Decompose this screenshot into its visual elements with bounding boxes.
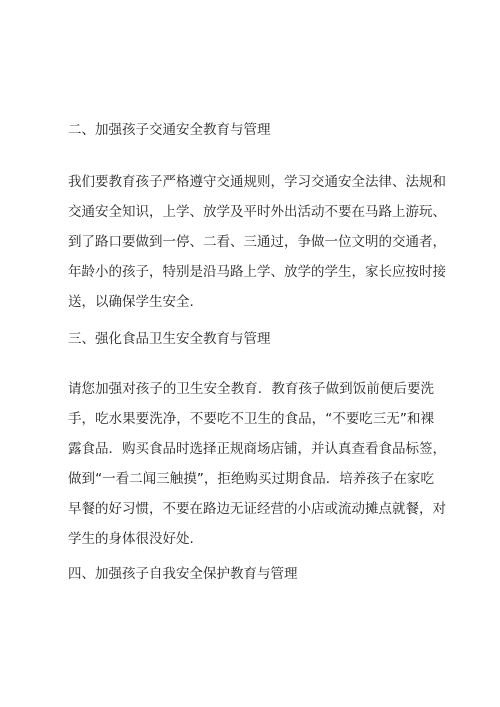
- paragraph-line: 学生的身体很没好处.: [68, 531, 194, 547]
- section-body-traffic: [68, 167, 446, 317]
- paragraph-line: 到了路口要做到一停、二看、三通过，争做一位文明的交通者，: [68, 234, 446, 250]
- paragraph-line: 做到“一看二闻三触摸”，拒绝购买过期食品．培养孩子在家吃: [68, 471, 434, 487]
- paragraph-line: 早餐的好习惯，不要在路边无证经营的小店或流动摊点就餐，对: [68, 501, 446, 517]
- section-heading-self-protection: 四、加强孩子自我安全保护教育与管理: [68, 566, 298, 582]
- paragraph-line: 送，以确保学生安全.: [68, 294, 194, 310]
- paragraph-line: 请您加强对孩子的卫生安全教育．教育孩子做到饭前便后要洗: [68, 381, 434, 397]
- paragraph-line: 年龄小的孩子，特别是沿马路上学、放学的学生，家长应按时接: [68, 264, 446, 280]
- paragraph-line: 我们要教育孩子严格遵守交通规则，学习交通安全法律、法规和: [68, 174, 446, 190]
- paragraph-line: 交通安全知识，上学、放学及平时外出活动不要在马路上游玩、: [68, 204, 446, 220]
- section-heading-food: 三、强化食品卫生安全教育与管理: [68, 331, 271, 347]
- paragraph-line: 手，吃水果要洗净，不要吃不卫生的食品，“不要吃三无”和裸: [68, 411, 434, 427]
- section-body-food: [68, 374, 446, 554]
- section-heading-traffic: 二、加强孩子交通安全教育与管理: [68, 122, 271, 138]
- paragraph-line: 露食品．购买食品时选择正规商场店铺，并认真查看食品标签，: [68, 441, 446, 457]
